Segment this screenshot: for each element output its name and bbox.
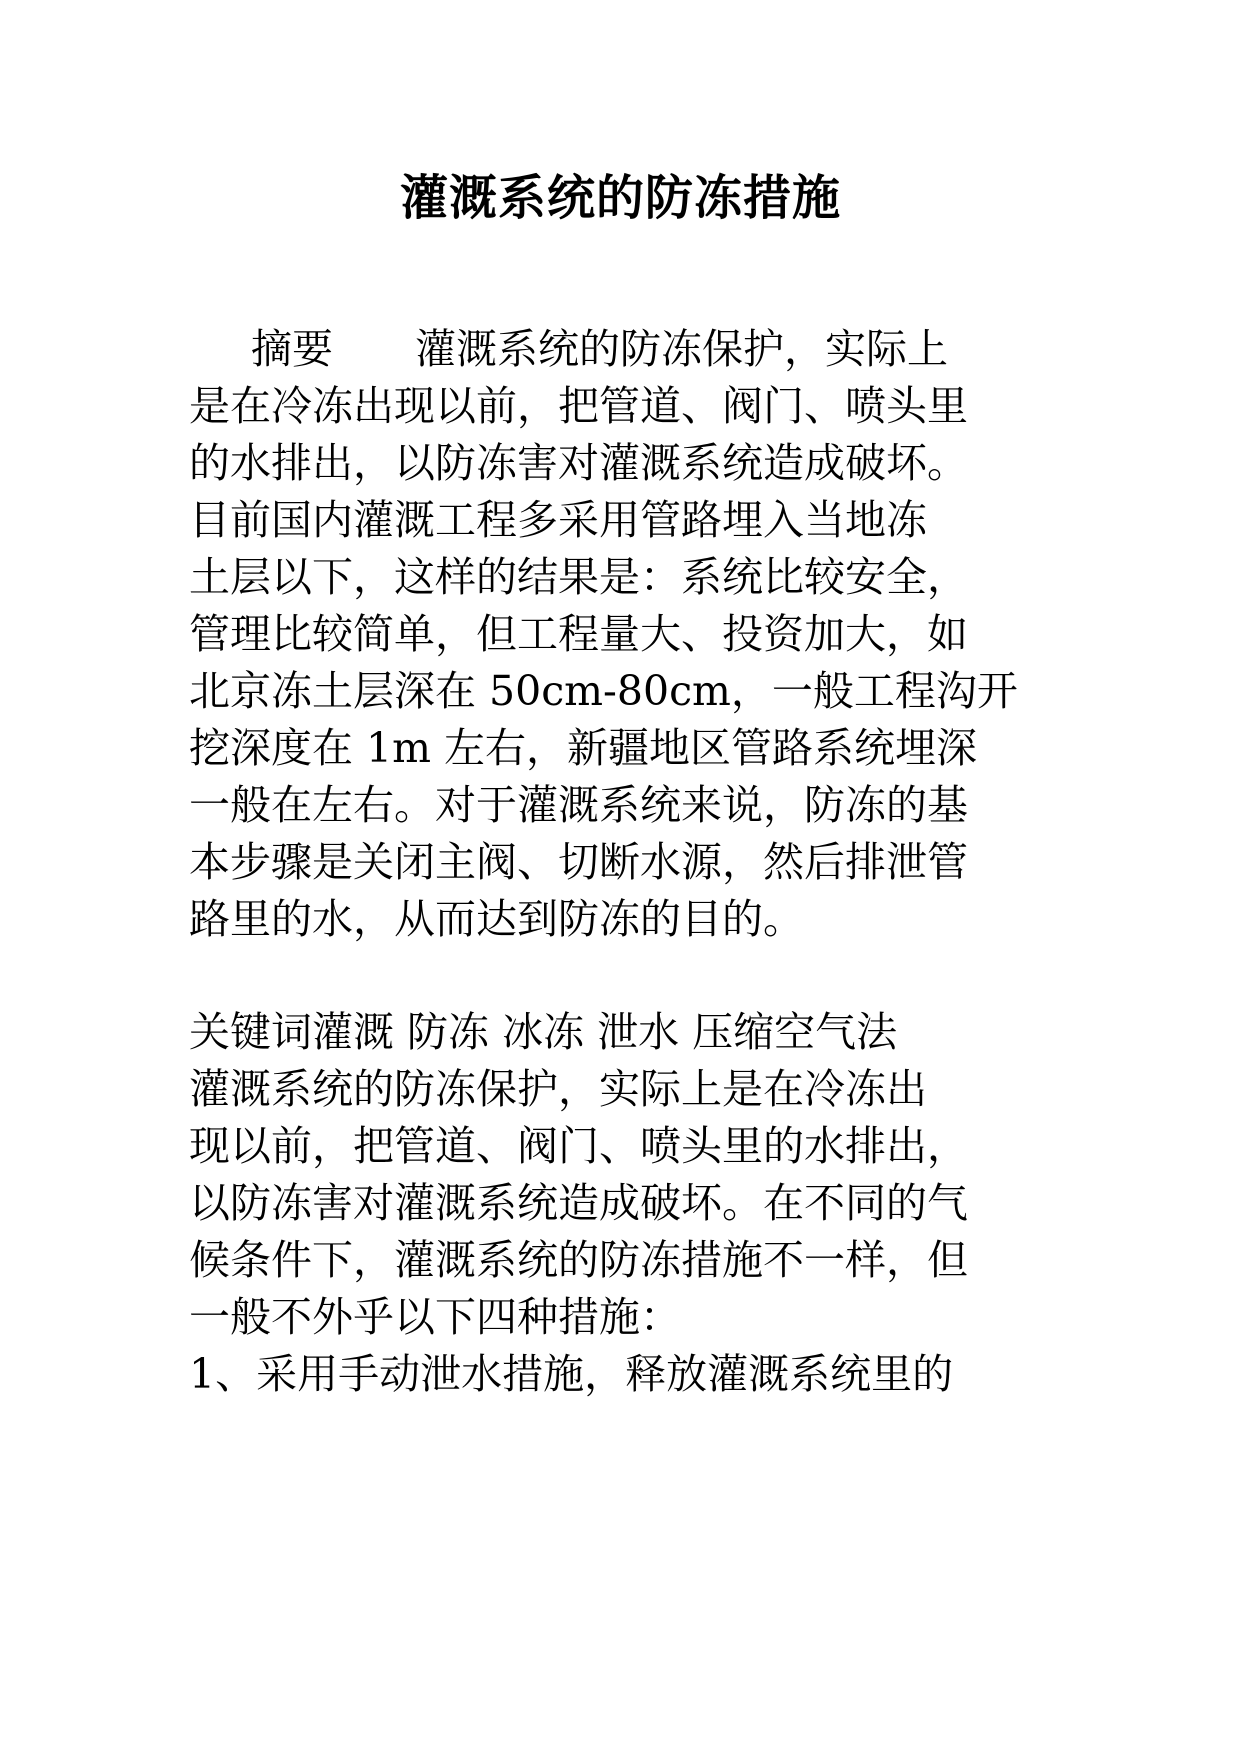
- abstract-line: 挖深度在 1m 左右，新疆地区管路系统埋深: [189, 724, 978, 772]
- abstract-line: 本步骤是关闭主阀、切断水源，然后排泄管: [189, 838, 968, 886]
- abstract-line: 路里的水，从而达到防冻的目的。: [189, 895, 804, 943]
- abstract-line: 的水排出，以防冻害对灌溉系统造成破坏。: [189, 439, 968, 487]
- body-line: 候条件下，灌溉系统的防冻措施不一样，但: [189, 1236, 968, 1284]
- body-line: 灌溉系统的防冻保护，实际上是在冷冻出: [189, 1065, 927, 1113]
- body-line: 以防冻害对灌溉系统造成破坏。在不同的气: [189, 1179, 968, 1227]
- abstract-line: 土层以下，这样的结果是：系统比较安全，: [189, 553, 968, 601]
- abstract-line: 一般在左右。对于灌溉系统来说，防冻的基: [189, 781, 968, 829]
- abstract-line: 目前国内灌溉工程多采用管路埋入当地冻: [189, 496, 927, 544]
- body-line: 现以前，把管道、阀门、喷头里的水排出，: [189, 1122, 968, 1170]
- abstract-line: 北京冻土层深在 50cm-80cm，一般工程沟开: [189, 667, 1018, 715]
- abstract-label: 摘要: [251, 325, 333, 373]
- abstract-line: 灌溉系统的防冻保护，实际上: [415, 325, 948, 373]
- body-line: 一般不外乎以下四种措施：: [189, 1293, 681, 1341]
- abstract-line: 是在冷冻出现以前，把管道、阀门、喷头里: [189, 382, 968, 430]
- keywords-line: 关键词灌溉 防冻 冰冻 泄水 压缩空气法: [189, 1008, 898, 1056]
- body-line: 1、采用手动泄水措施，释放灌溉系统里的: [189, 1350, 954, 1398]
- document-title: 灌溉系统的防冻措施: [399, 170, 841, 226]
- abstract-line: 管理比较简单，但工程量大、投资加大，如: [189, 610, 968, 658]
- abstract-first-line: [251, 318, 948, 380]
